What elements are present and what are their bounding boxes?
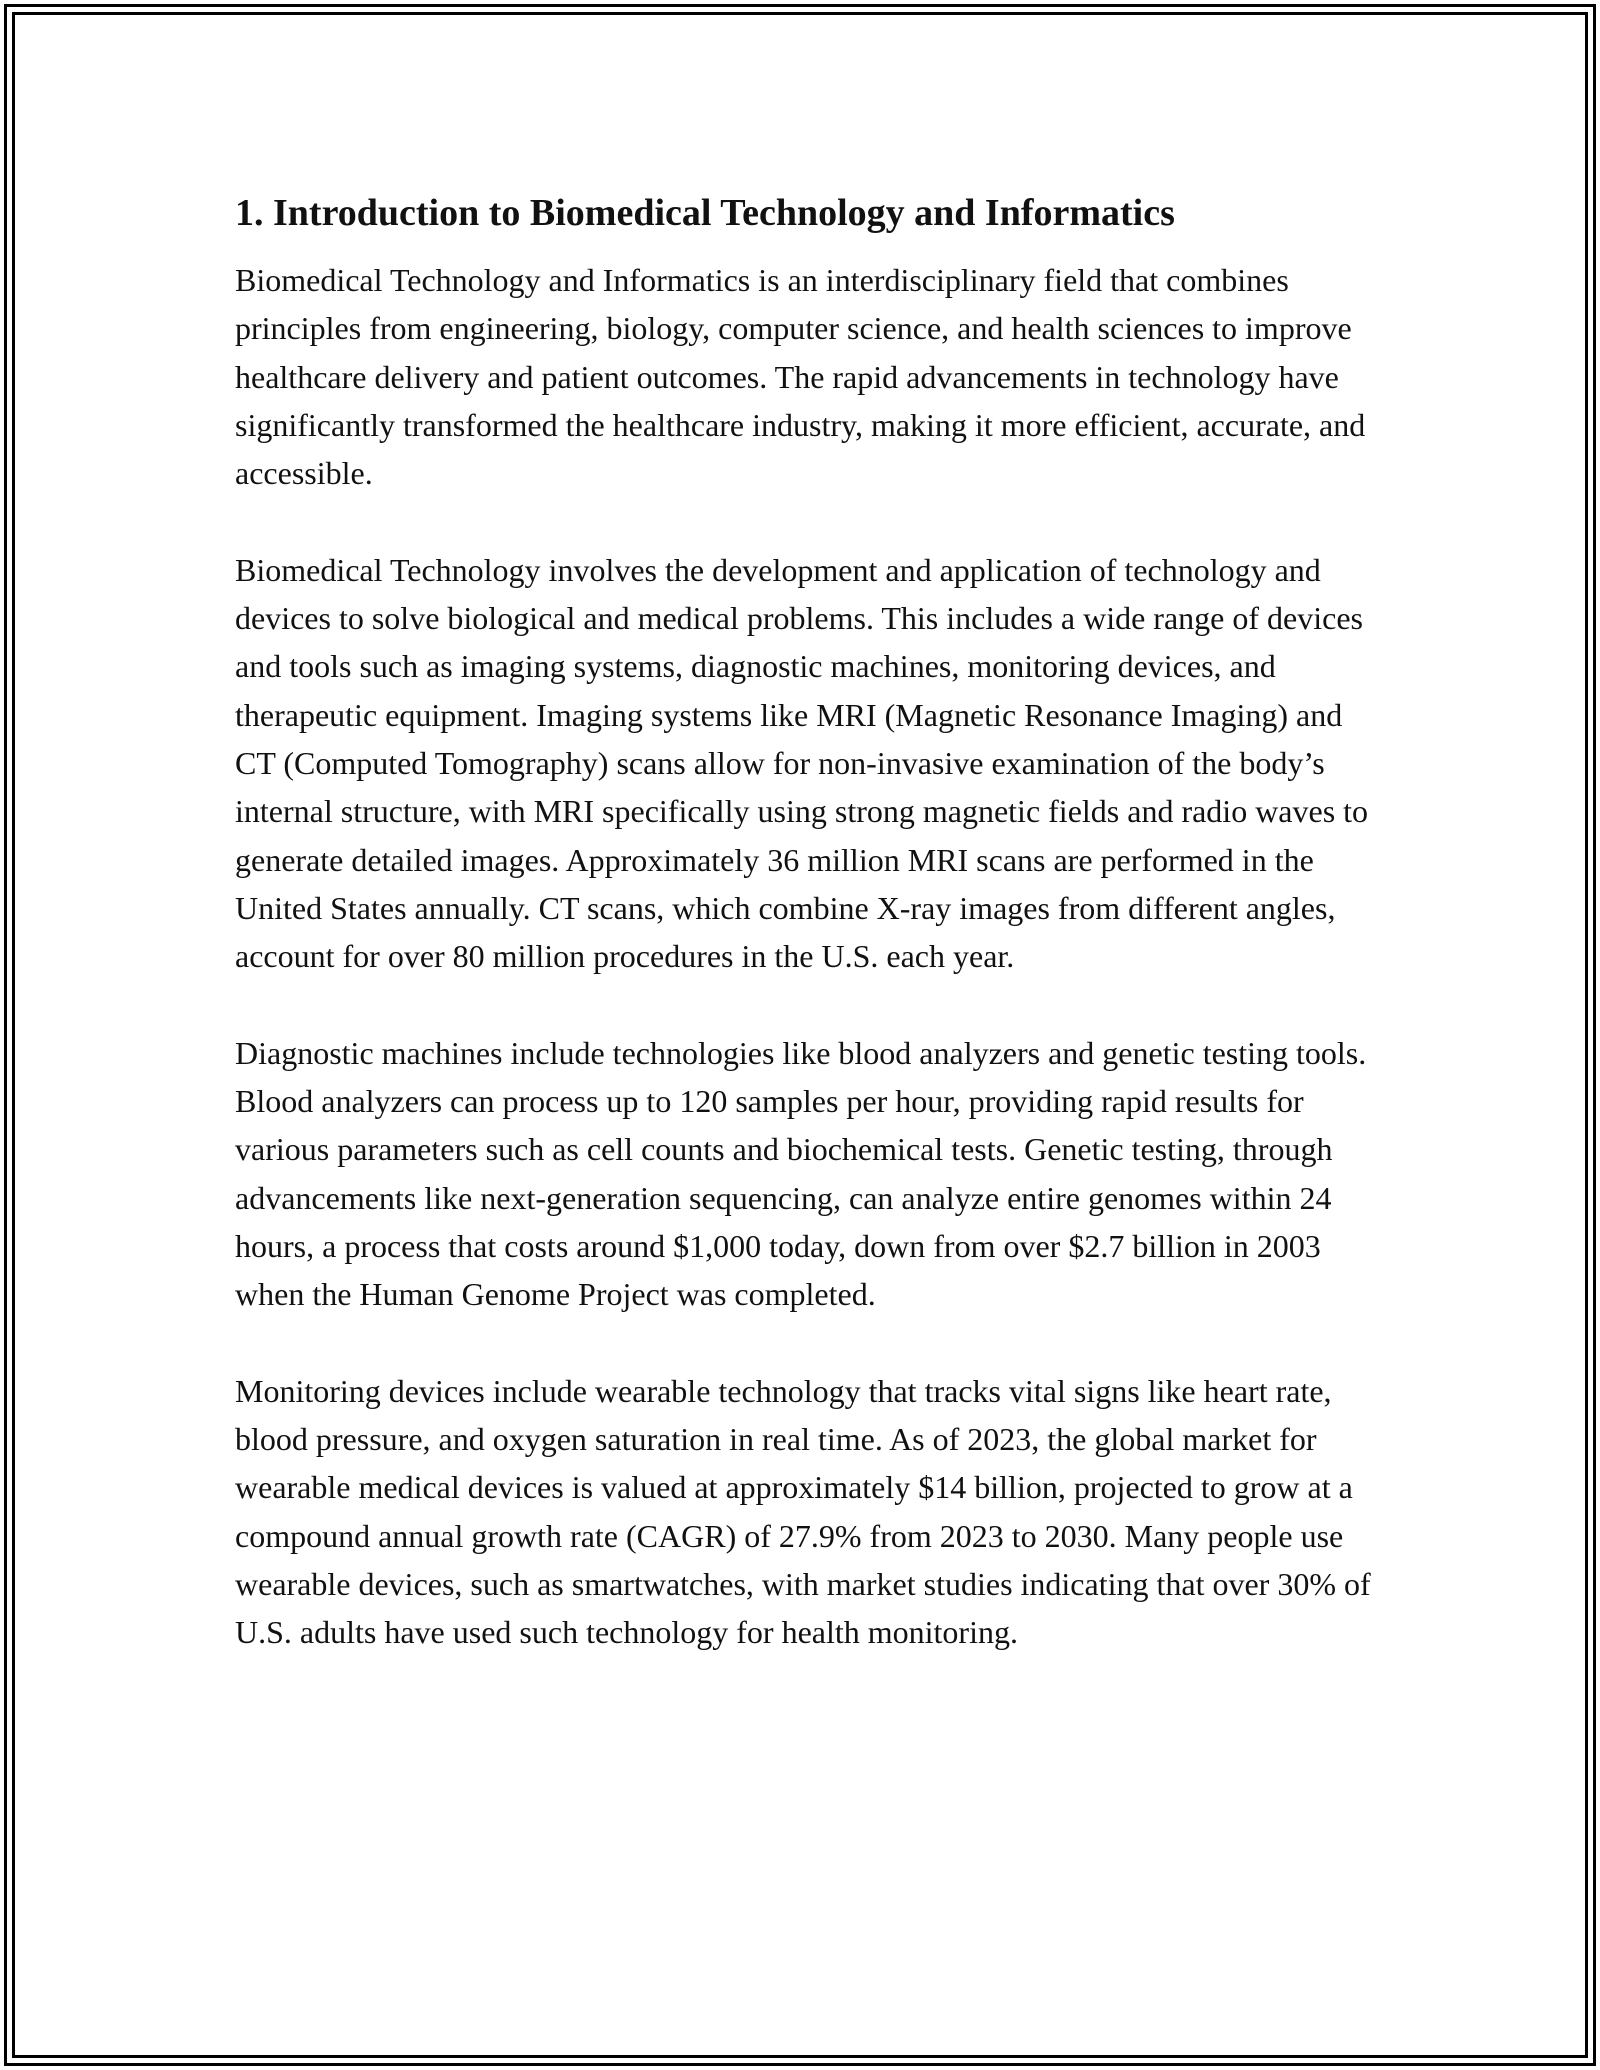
paragraph-introduction: Biomedical Technology and Informatics is an interdisciplinary field that combines principles from engineering, biology, computer science, and health sciences to improve healthcare delivery and patient outcomes. The rapid advancements in technology have significantly transformed the healthcare industry, making it more efficient, accurate, and accessible. — [235, 262, 1366, 492]
paragraph-diagnostic-machines: Diagnostic machines include technologies like blood analyzers and genetic testing tools. Blood analyzers can process up to 120 samples per hour, providing rapid results for various parameters such as cell counts and biochemical tests. Genetic testing, through advancements like next-generation sequencing, can analyze entire genomes within 24 hours, a process that costs around $1,000 today, down from over $2.7 billion in 2003 when the Human Genome Project was completed. — [235, 1034, 1367, 1313]
document-body — [235, 186, 1385, 1705]
section-heading: 1. Introduction to Biomedical Technology and Informatics — [235, 192, 1175, 234]
paragraph-biomedical-technology: Biomedical Technology involves the development and application of technology and devices to solve biological and medical problems. This includes a wide range of devices and tools such as imaging systems, diagnostic machines, monitoring devices, and therapeutic equipment. Imaging systems like MRI (Magnetic Resonance Imaging) and CT (Computed Tomography) scans allow for non-invasive examination of the body’s internal structure, with MRI specifically using strong magnetic fields and radio waves to generate detailed images. Approximately 36 million MRI scans are performed in the United States annually. CT scans, which combine X-ray images from different angles, account for over 80 million procedures in the U.S. each year. — [235, 551, 1369, 975]
paragraph-monitoring-devices: Monitoring devices include wearable technology that tracks vital signs like heart rate, blood pressure, and oxygen saturation in real time. As of 2023, the global market for wearable medical devices is valued at approximately $14 billion, projected to grow at a compound annual growth rate (CAGR) of 27.9% from 2023 to 2030. Many people use wearable devices, such as smartwatches, with market studies indicating that over 30% of U.S. adults have used such technology for health monitoring. — [235, 1372, 1371, 1651]
